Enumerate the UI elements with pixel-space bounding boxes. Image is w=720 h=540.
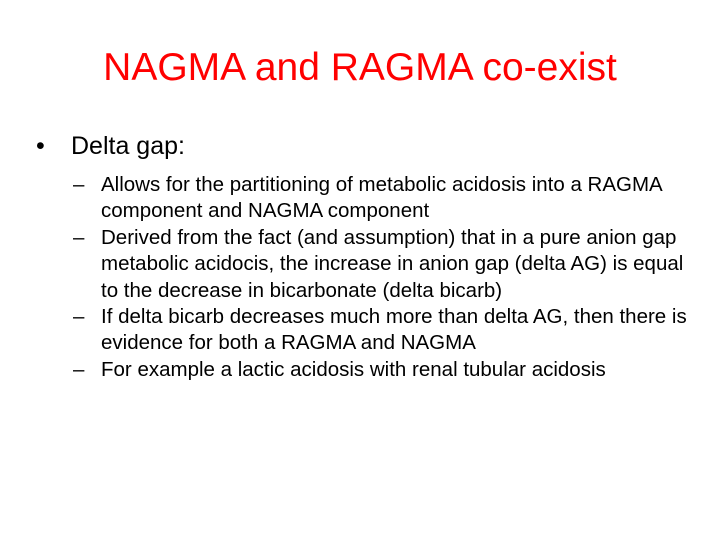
bullet-text: Delta gap:: [71, 132, 185, 160]
sub-bullet-marker: –: [73, 225, 85, 249]
sub-bullet-text: If delta bicarb decreases much more than delta AG, then there is evidence for both a RAGMA and NAGMA: [101, 305, 687, 355]
sub-bullet-item: [73, 172, 691, 225]
sub-bullet-text: Derived from the fact (and assumption) that in a pure anion gap metabolic acidocis, the increase in anion gap (delta AG) is equal to the decrease in bicarbonate (delta bicarb): [101, 225, 684, 302]
sub-bullet-marker: –: [73, 305, 85, 329]
sub-bullet-marker: –: [73, 173, 85, 196]
slide-title: NAGMA and RAGMA co-exist: [103, 46, 617, 89]
sub-bullet-item: [73, 357, 691, 383]
sub-bullet-text: Allows for the partitioning of metabolic acidosis into a RAGMA component and NAGMA component: [101, 173, 662, 223]
sub-bullet-marker: –: [73, 357, 85, 381]
bullet-marker: •: [36, 132, 45, 160]
bullet-delta-gap: [36, 130, 185, 162]
sub-bullet-list: [73, 172, 691, 383]
sub-bullet-text: For example a lactic acidosis with renal tubular acidosis: [101, 357, 606, 381]
sub-bullet-item: [73, 304, 691, 357]
sub-bullet-item: [73, 225, 691, 304]
